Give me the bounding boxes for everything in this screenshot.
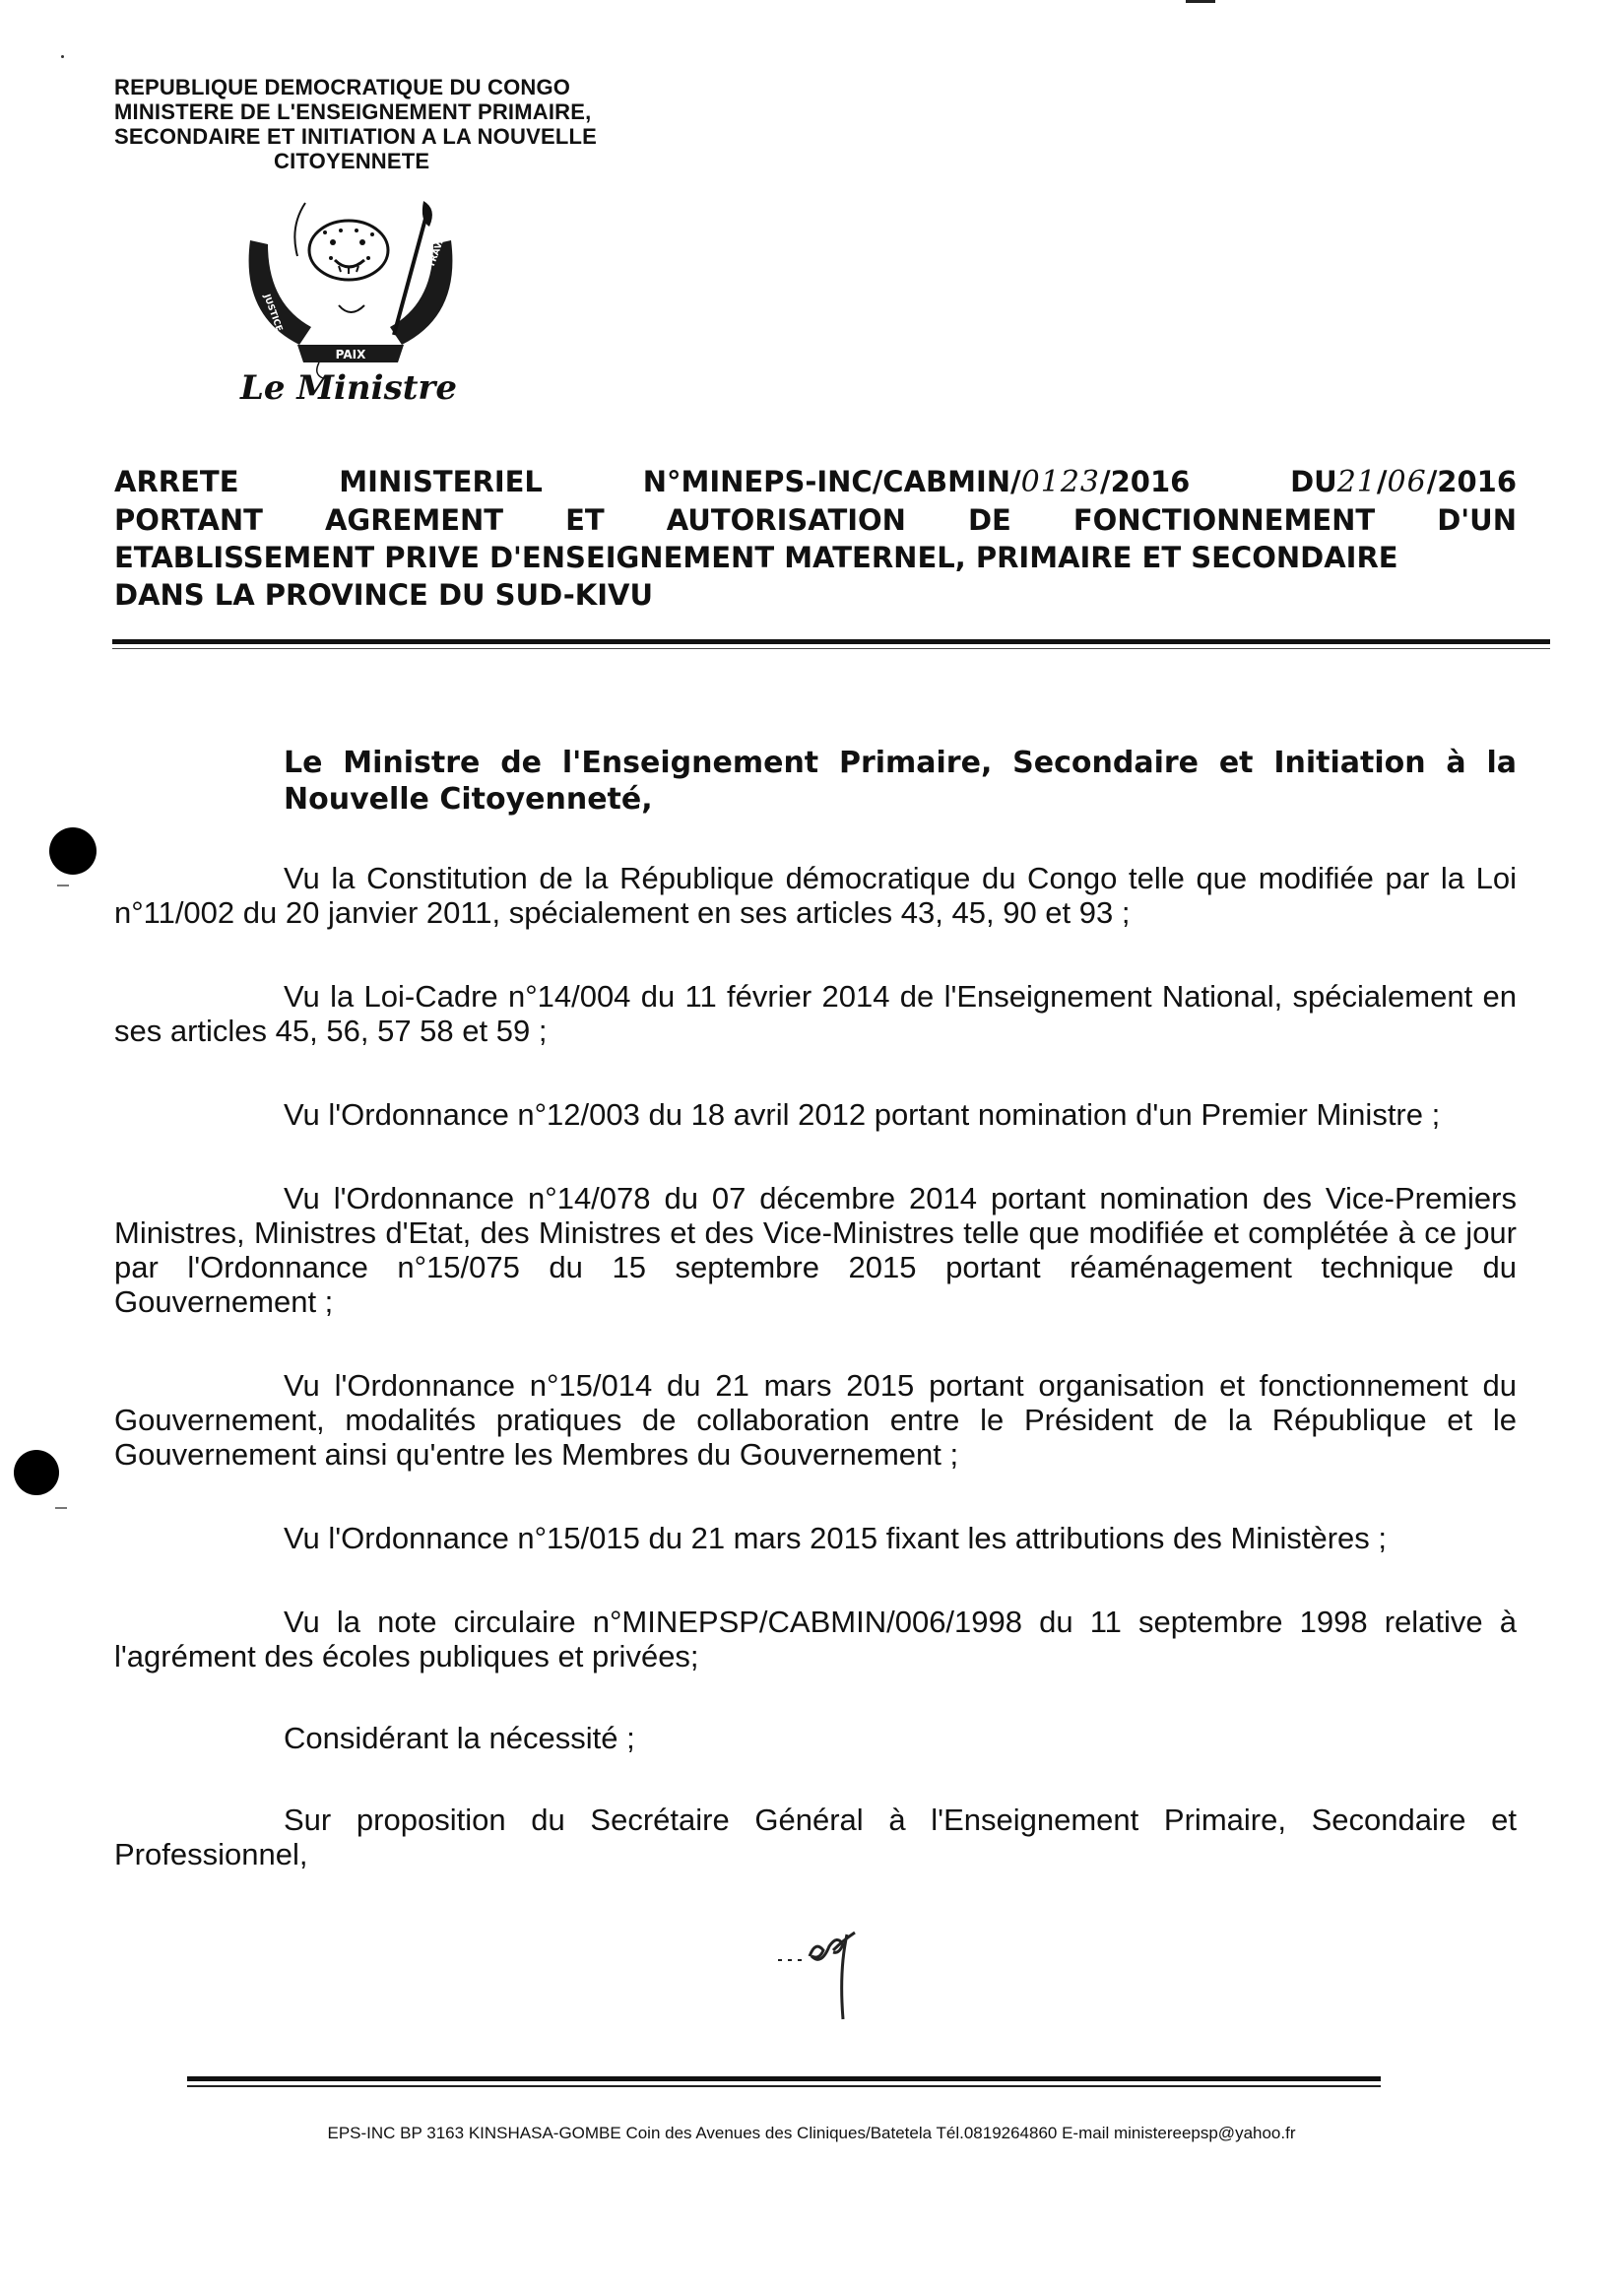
minister-intro: Le Ministre de l'Enseignement Primaire, Secondaire et Initiation à la Nouvelle Citoyenneté,: [284, 746, 1517, 817]
title-word: PORTANT: [114, 503, 263, 537]
scan-mark: [55, 1507, 67, 1509]
decree-reference: [643, 463, 1191, 501]
recital-paragraph: Vu l'Ordonnance n°15/014 du 21 mars 2015 portant organisation et fonctionnement du Gouvernement, modalités pratiques de collaboration entre le Président de la République et le Gouvernement ainsi qu'entre les Membres du Gouvernement ;: [114, 1368, 1517, 1472]
letterhead-line-3: SECONDAIRE ET INITIATION A LA NOUVELLE: [114, 124, 597, 149]
title-word: AUTORISATION: [666, 503, 906, 537]
scan-mark: [1186, 0, 1215, 3]
title-word: ARRETE: [114, 465, 239, 498]
title-line-3: ETABLISSEMENT PRIVE D'ENSEIGNEMENT MATERNEL, PRIMAIRE ET SECONDAIRE: [114, 541, 1398, 574]
date-year: /2016: [1426, 465, 1517, 498]
recital-paragraph: Considérant la nécessité ;: [284, 1721, 635, 1755]
title-word: FONCTIONNEMENT: [1072, 503, 1376, 537]
title-word: DE: [967, 503, 1011, 537]
recital-paragraph: Vu la note circulaire n°MINEPSP/CABMIN/006/1998 du 11 septembre 1998 relative à l'agrément des écoles publiques et privées;: [114, 1605, 1517, 1673]
ribbon-right-text: TRAVAIL: [426, 227, 451, 270]
coat-of-arms-emblem: [228, 197, 473, 378]
title-divider: [112, 639, 1550, 644]
handwritten-day: 21: [1336, 465, 1377, 499]
recital-paragraph: Vu l'Ordonnance n°12/003 du 18 avril 2012 portant nomination d'un Premier Ministre ;: [284, 1097, 1441, 1132]
scan-speck: [61, 55, 64, 58]
handwritten-initials: [770, 1921, 878, 2025]
letterhead-line-1: REPUBLIQUE DEMOCRATIQUE DU CONGO: [114, 75, 571, 99]
reference-year: /2016: [1100, 465, 1191, 498]
footer-contact: EPS-INC BP 3163 KINSHASA-GOMBE Coin des Avenues des Cliniques/Batetela Tél.0819264860 E-mail ministereepsp@yahoo.fr: [327, 2124, 1296, 2142]
recital-paragraph: Vu la Loi-Cadre n°14/004 du 11 février 2014 de l'Enseignement National, spécialement en ses articles 45, 56, 57 58 et 59 ;: [114, 979, 1517, 1048]
scan-mark: [57, 885, 69, 886]
minister-title: Le Ministre: [240, 368, 457, 408]
punch-hole: [14, 1450, 59, 1495]
handwritten-number: 0123: [1020, 465, 1100, 499]
letterhead-line-2: MINISTERE DE L'ENSEIGNEMENT PRIMAIRE,: [114, 99, 592, 124]
recital-paragraph: Vu la Constitution de la République démocratique du Congo telle que modifiée par la Loi n°11/002 du 20 janvier 2011, spécialement en ses articles 43, 45, 90 et 93 ;: [114, 861, 1517, 930]
title-word: D'UN: [1437, 503, 1517, 537]
ribbon-left-text: JUSTICE: [261, 293, 285, 334]
reference-prefix: N°MINEPS-INC/CABMIN/: [642, 465, 1021, 498]
title-divider-thin: [112, 648, 1550, 649]
punch-hole: [49, 827, 97, 875]
recital-paragraph: Sur proposition du Secrétaire Général à l'Enseignement Primaire, Secondaire et Professionnel,: [114, 1803, 1517, 1871]
footer-divider-thin: [187, 2085, 1381, 2087]
date-label: DU: [1290, 465, 1337, 498]
title-line-1: [114, 463, 1517, 501]
letterhead: [114, 75, 597, 173]
handwritten-month: 06: [1387, 465, 1427, 499]
title-word: ET: [565, 503, 605, 537]
ribbon-center-text: PAIX: [335, 348, 366, 361]
recital-paragraph: Vu l'Ordonnance n°15/015 du 21 mars 2015 fixant les attributions des Ministères ;: [284, 1521, 1388, 1555]
footer-divider: [187, 2076, 1381, 2081]
decree-body: [114, 745, 1517, 1871]
title-word: AGREMENT: [324, 503, 504, 537]
title-word: MINISTERIEL: [339, 465, 543, 498]
decree-title: [114, 463, 1517, 614]
title-line-4: DANS LA PROVINCE DU SUD-KIVU: [114, 578, 653, 612]
title-line-2: [114, 501, 1517, 539]
decree-date: DU21/06/2016: [1290, 465, 1517, 499]
letterhead-line-4: CITOYENNETE: [274, 149, 430, 173]
recital-paragraph: Vu l'Ordonnance n°14/078 du 07 décembre 2014 portant nomination des Vice-Premiers Ministres, Ministres d'Etat, des Ministres et des Vice-Ministres telle que modifiée et complétée à ce jour par l'Ordonnance n°15/075 du 15 septembre 2015 portant réaménagement technique du Gouvernement ;: [114, 1181, 1517, 1319]
